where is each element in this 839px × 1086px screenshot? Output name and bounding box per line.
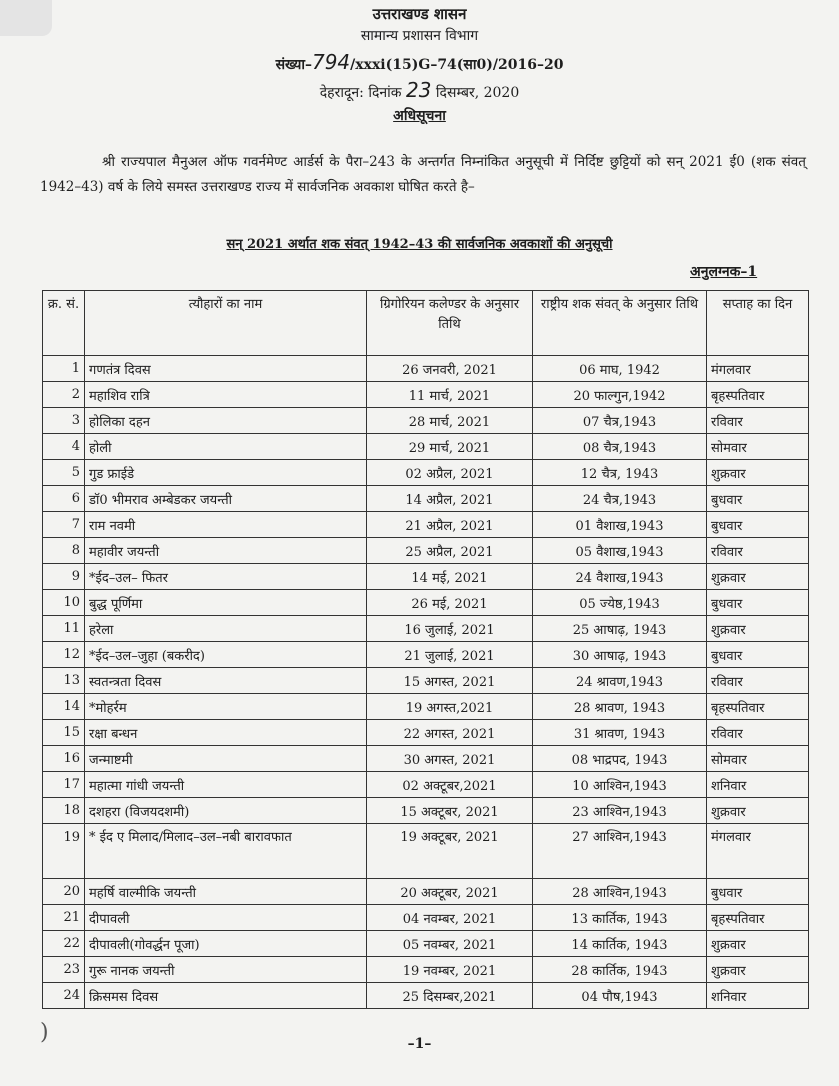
table-row xyxy=(43,538,809,564)
cell-gregorian-date: 04 नवम्बर, 2021 xyxy=(367,905,533,931)
cell-saka-date: 05 ज्येष्ठ,1943 xyxy=(533,590,707,616)
cell-festival: *मोहर्रम xyxy=(85,694,367,720)
cell-gregorian-date: 20 अक्टूबर, 2021 xyxy=(367,879,533,905)
header-gregorian-date: ग्रिगोरियन कलेण्डर के अनुसार तिथि xyxy=(367,291,533,356)
cell-festival: होलिका दहन xyxy=(85,408,367,434)
table-row xyxy=(43,408,809,434)
cell-festival: रक्षा बन्धन xyxy=(85,720,367,746)
cell-saka-date: 28 कार्तिक, 1943 xyxy=(533,957,707,983)
cell-serial: 2 xyxy=(43,382,85,408)
date-handwritten: 23 xyxy=(406,78,432,102)
cell-festival: * ईद ए मिलाद/मिलाद–उल–नबी बारावफात xyxy=(85,824,367,879)
cell-festival: महावीर जयन्ती xyxy=(85,538,367,564)
holiday-table xyxy=(42,290,809,1009)
cell-gregorian-date: 30 अगस्त, 2021 xyxy=(367,746,533,772)
table-row xyxy=(43,957,809,983)
cell-saka-date: 20 फाल्गुन,1942 xyxy=(533,382,707,408)
cell-saka-date: 27 आश्विन,1943 xyxy=(533,824,707,879)
cell-gregorian-date: 25 अप्रैल, 2021 xyxy=(367,538,533,564)
cell-gregorian-date: 28 मार्च, 2021 xyxy=(367,408,533,434)
cell-saka-date: 06 माघ, 1942 xyxy=(533,356,707,382)
cell-serial: 23 xyxy=(43,957,85,983)
cell-weekday: शुक्रवार xyxy=(707,957,809,983)
header-serial: क्र. सं. xyxy=(43,291,85,356)
table-row xyxy=(43,356,809,382)
header-weekday: सप्ताह का दिन xyxy=(707,291,809,356)
cell-serial: 19 xyxy=(43,824,85,879)
cell-weekday: बृहस्पतिवार xyxy=(707,905,809,931)
page-mark: ) xyxy=(40,1020,49,1045)
cell-weekday: बुधवार xyxy=(707,512,809,538)
cell-serial: 14 xyxy=(43,694,85,720)
cell-gregorian-date: 21 अप्रैल, 2021 xyxy=(367,512,533,538)
cell-saka-date: 04 पौष,1943 xyxy=(533,983,707,1009)
cell-weekday: मंगलवार xyxy=(707,356,809,382)
cell-serial: 16 xyxy=(43,746,85,772)
cell-saka-date: 01 वैशाख,1943 xyxy=(533,512,707,538)
cell-saka-date: 30 आषाढ़, 1943 xyxy=(533,642,707,668)
cell-saka-date: 07 चैत्र,1943 xyxy=(533,408,707,434)
department-name: सामान्य प्रशासन विभाग xyxy=(360,28,479,44)
cell-serial: 1 xyxy=(43,356,85,382)
cell-gregorian-date: 02 अप्रैल, 2021 xyxy=(367,460,533,486)
table-row xyxy=(43,434,809,460)
cell-gregorian-date: 26 जनवरी, 2021 xyxy=(367,356,533,382)
cell-gregorian-date: 11 मार्च, 2021 xyxy=(367,382,533,408)
cell-serial: 17 xyxy=(43,772,85,798)
cell-saka-date: 14 कार्तिक, 1943 xyxy=(533,931,707,957)
cell-festival: जन्माष्टमी xyxy=(85,746,367,772)
cell-weekday: शनिवार xyxy=(707,772,809,798)
annexure-label: अनुलग्नक–1 xyxy=(690,264,758,280)
cell-gregorian-date: 16 जुलाई, 2021 xyxy=(367,616,533,642)
cell-weekday: शुक्रवार xyxy=(707,564,809,590)
cell-serial: 22 xyxy=(43,931,85,957)
reference-handwritten: 794 xyxy=(311,50,351,74)
cell-saka-date: 08 भाद्रपद, 1943 xyxy=(533,746,707,772)
cell-gregorian-date: 14 अप्रैल, 2021 xyxy=(367,486,533,512)
cell-gregorian-date: 19 नवम्बर, 2021 xyxy=(367,957,533,983)
table-row xyxy=(43,642,809,668)
cell-serial: 12 xyxy=(43,642,85,668)
cell-festival: गुड फ्राईडे xyxy=(85,460,367,486)
cell-saka-date: 28 श्रावण, 1943 xyxy=(533,694,707,720)
cell-festival: बुद्ध पूर्णिमा xyxy=(85,590,367,616)
table-header-row xyxy=(43,291,809,356)
cell-gregorian-date: 29 मार्च, 2021 xyxy=(367,434,533,460)
table-row xyxy=(43,512,809,538)
cell-serial: 15 xyxy=(43,720,85,746)
cell-festival: *ईद–उल–जुहा (बकरीद) xyxy=(85,642,367,668)
cell-festival: डॉ0 भीमराव अम्बेडकर जयन्ती xyxy=(85,486,367,512)
cell-weekday: रविवार xyxy=(707,408,809,434)
cell-weekday: बुधवार xyxy=(707,486,809,512)
cell-weekday: शुक्रवार xyxy=(707,616,809,642)
table-row xyxy=(43,694,809,720)
header-festival: त्यौहारों का नाम xyxy=(85,291,367,356)
cell-weekday: शुक्रवार xyxy=(707,460,809,486)
cell-festival: महाशिव रात्रि xyxy=(85,382,367,408)
cell-serial: 21 xyxy=(43,905,85,931)
cell-weekday: सोमवार xyxy=(707,434,809,460)
cell-saka-date: 23 आश्विन,1943 xyxy=(533,798,707,824)
cell-gregorian-date: 21 जुलाई, 2021 xyxy=(367,642,533,668)
cell-weekday: बुधवार xyxy=(707,590,809,616)
table-row xyxy=(43,905,809,931)
header-saka-date: राष्ट्रीय शक संवत् के अनुसार तिथि xyxy=(533,291,707,356)
cell-serial: 18 xyxy=(43,798,85,824)
table-row xyxy=(43,486,809,512)
cell-serial: 8 xyxy=(43,538,85,564)
cell-serial: 13 xyxy=(43,668,85,694)
cell-weekday: शुक्रवार xyxy=(707,798,809,824)
cell-serial: 5 xyxy=(43,460,85,486)
cell-gregorian-date: 25 दिसम्बर,2021 xyxy=(367,983,533,1009)
table-row xyxy=(43,564,809,590)
reference-number xyxy=(0,50,839,74)
cell-festival: गुरू नानक जयन्ती xyxy=(85,957,367,983)
reference-suffix: /xxxi(15)G–74(सा0)/2016–20 xyxy=(350,57,564,73)
cell-saka-date: 10 आश्विन,1943 xyxy=(533,772,707,798)
cell-serial: 4 xyxy=(43,434,85,460)
cell-festival: होली xyxy=(85,434,367,460)
cell-saka-date: 31 श्रावण, 1943 xyxy=(533,720,707,746)
cell-festival: दीपावली(गोवर्द्धन पूजा) xyxy=(85,931,367,957)
cell-weekday: शुक्रवार xyxy=(707,931,809,957)
schedule-title: सन् 2021 अर्थात शक संवत् 1942–43 की सार्वजनिक अवकाशों की अनुसूची xyxy=(226,237,613,252)
cell-festival: राम नवमी xyxy=(85,512,367,538)
cell-weekday: बृहस्पतिवार xyxy=(707,694,809,720)
cell-saka-date: 05 वैशाख,1943 xyxy=(533,538,707,564)
cell-serial: 3 xyxy=(43,408,85,434)
cell-festival: दशहरा (विजयदशमी) xyxy=(85,798,367,824)
cell-festival: दीपावली xyxy=(85,905,367,931)
cell-gregorian-date: 19 अगस्त,2021 xyxy=(367,694,533,720)
cell-gregorian-date: 19 अक्टूबर, 2021 xyxy=(367,824,533,879)
table-row xyxy=(43,772,809,798)
cell-festival: *ईद–उल– फितर xyxy=(85,564,367,590)
cell-gregorian-date: 15 अक्टूबर, 2021 xyxy=(367,798,533,824)
table-row xyxy=(43,668,809,694)
cell-festival: महर्षि वाल्मीकि जयन्ती xyxy=(85,879,367,905)
notice-title: अधिसूचना xyxy=(393,108,446,124)
cell-saka-date: 24 श्रावण,1943 xyxy=(533,668,707,694)
table-row xyxy=(43,590,809,616)
cell-serial: 7 xyxy=(43,512,85,538)
cell-serial: 9 xyxy=(43,564,85,590)
cell-serial: 6 xyxy=(43,486,85,512)
cell-festival: गणतंत्र दिवस xyxy=(85,356,367,382)
govt-name: उत्तराखण्ड शासन xyxy=(372,5,467,23)
reference-prefix: संख्या– xyxy=(275,57,312,73)
table-row xyxy=(43,382,809,408)
cell-saka-date: 24 वैशाख,1943 xyxy=(533,564,707,590)
cell-weekday: रविवार xyxy=(707,720,809,746)
cell-saka-date: 24 चैत्र,1943 xyxy=(533,486,707,512)
table-row xyxy=(43,983,809,1009)
cell-weekday: सोमवार xyxy=(707,746,809,772)
cell-gregorian-date: 26 मई, 2021 xyxy=(367,590,533,616)
cell-festival: स्वतन्त्रता दिवस xyxy=(85,668,367,694)
cell-weekday: रविवार xyxy=(707,668,809,694)
cell-gregorian-date: 14 मई, 2021 xyxy=(367,564,533,590)
cell-serial: 10 xyxy=(43,590,85,616)
table-row xyxy=(43,931,809,957)
cell-gregorian-date: 15 अगस्त, 2021 xyxy=(367,668,533,694)
cell-weekday: रविवार xyxy=(707,538,809,564)
table-row xyxy=(43,879,809,905)
table-row xyxy=(43,824,809,879)
cell-festival: महात्मा गांधी जयन्ती xyxy=(85,772,367,798)
cell-serial: 24 xyxy=(43,983,85,1009)
cell-weekday: बुधवार xyxy=(707,879,809,905)
cell-serial: 11 xyxy=(43,616,85,642)
date-prefix: देहरादून: दिनांक xyxy=(319,85,402,101)
cell-gregorian-date: 05 नवम्बर, 2021 xyxy=(367,931,533,957)
cell-weekday: बृहस्पतिवार xyxy=(707,382,809,408)
cell-saka-date: 08 चैत्र,1943 xyxy=(533,434,707,460)
table-row xyxy=(43,798,809,824)
cell-weekday: मंगलवार xyxy=(707,824,809,879)
cell-saka-date: 28 आश्विन,1943 xyxy=(533,879,707,905)
cell-festival: क्रिसमस दिवस xyxy=(85,983,367,1009)
cell-festival: हरेला xyxy=(85,616,367,642)
cell-serial: 20 xyxy=(43,879,85,905)
table-row xyxy=(43,616,809,642)
cell-weekday: शनिवार xyxy=(707,983,809,1009)
cell-saka-date: 25 आषाढ़, 1943 xyxy=(533,616,707,642)
cell-saka-date: 13 कार्तिक, 1943 xyxy=(533,905,707,931)
table-row xyxy=(43,720,809,746)
cell-gregorian-date: 22 अगस्त, 2021 xyxy=(367,720,533,746)
table-row xyxy=(43,746,809,772)
table-row xyxy=(43,460,809,486)
notice-paragraph: श्री राज्यपाल मैनुअल ऑफ गवर्नमेण्ट आर्डर्स के पैरा–243 के अन्तर्गत निम्नांकित अनुसूची में निर्दिष्ट छुट्टियों को सन् 2021 ई0 (शक संवत् 1942–43) वर्ष के लिये समस्त उत्तराखण्ड राज्य में सार्वजनिक अवकाश घोषित करते है– xyxy=(40,154,806,195)
cell-gregorian-date: 02 अक्टूबर,2021 xyxy=(367,772,533,798)
page-number: –1– xyxy=(407,1036,432,1052)
date-suffix: दिसम्बर, 2020 xyxy=(435,85,520,101)
cell-saka-date: 12 चैत्र, 1943 xyxy=(533,460,707,486)
date-line xyxy=(0,78,839,102)
cell-weekday: बुधवार xyxy=(707,642,809,668)
